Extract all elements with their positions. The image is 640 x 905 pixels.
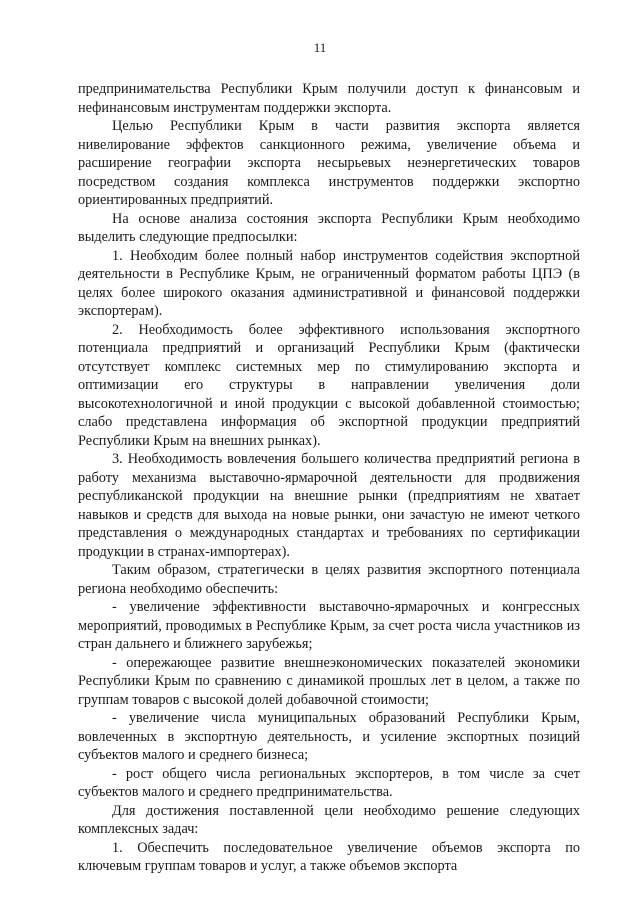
list-item-prerequisite-2: 2. Необходимость более эффективного использования экспортного потенциала предприятий и организаций Республики Крым (фактически отсутствует комплекс системных мер по стимулированию экспорта и оптимизации его структуры в направлении увеличения доли высокотехнологичной и иной продукции с высокой добавленной стоимостью; слабо представлена информация об экспортной продукции предприятий Республики Крым на внешних рынках). bbox=[78, 321, 580, 449]
paragraph-goal: Целью Республики Крым в части развития экспорта является нивелирование эффектов санкционного режима, увеличение объема и расширение географии экспорта несырьевых неэнергетических товаров посредством создания комплекса инструментов поддержки экспортно ориентированных предприятий. bbox=[78, 118, 580, 208]
list-item-prerequisite-1: 1. Необходим более полный набор инструментов содействия экспортной деятельности в Республике Крым, не ограниченный форматом работы ЦПЭ (в целях более широкого оказания административной и финансовой поддержки экспортерам). bbox=[78, 247, 580, 319]
page-number: 11 bbox=[313, 40, 327, 55]
paragraph-continuation: предпринимательства Республики Крым получили доступ к финансовым и нефинансовым инструментам поддержки экспорта. bbox=[78, 81, 580, 116]
bullet-item-exhibitions: - увеличение эффективности выставочно-ярмарочных и конгрессных мероприятий, проводимых в Республике Крым, за счет роста числа участников из стран дальнего и ближнего зарубежья; bbox=[78, 599, 580, 652]
bullet-item-exporters-count: - рост общего числа региональных экспортеров, в том числе за счет субъектов малого и среднего предпринимательства. bbox=[78, 765, 580, 800]
paragraph-prerequisites-intro: На основе анализа состояния экспорта Республики Крым необходимо выделить следующие предпосылки: bbox=[78, 210, 580, 245]
bullet-item-economic-indicators: - опережающее развитие внешнеэкономических показателей экономики Республики Крым по сравнению с динамикой прошлых лет в целом, а также по группам товаров с высокой долей добавочной стоимости; bbox=[78, 654, 580, 708]
list-item-task-1: 1. Обеспечить последовательное увеличение объемов экспорта по ключевым группам товаров и услуг, а также объемов экспорта bbox=[78, 839, 580, 874]
paragraph-tasks-intro: Для достижения поставленной цели необходимо решение следующих комплексных задач: bbox=[78, 802, 580, 837]
paragraph-strategy-intro: Таким образом, стратегически в целях развития экспортного потенциала региона необходимо обеспечить: bbox=[78, 562, 580, 597]
bullet-item-municipalities: - увеличение числа муниципальных образований Республики Крым, вовлеченных в экспортную деятельность, и усиление экспортных позиций субъектов малого и среднего бизнеса; bbox=[78, 710, 580, 763]
document-body bbox=[78, 80, 580, 876]
list-item-prerequisite-3: 3. Необходимость вовлечения большего количества предприятий региона в работу механизма выставочно-ярмарочной деятельности для продвижения республиканской продукции на внешние рынки (предприятиям не хватает навыков и средств для выхода на новые рынки, они зачастую не имеют четкого представления о международных стандартах и требованиях по сертификации продукции в странах-импортерах). bbox=[78, 451, 580, 560]
